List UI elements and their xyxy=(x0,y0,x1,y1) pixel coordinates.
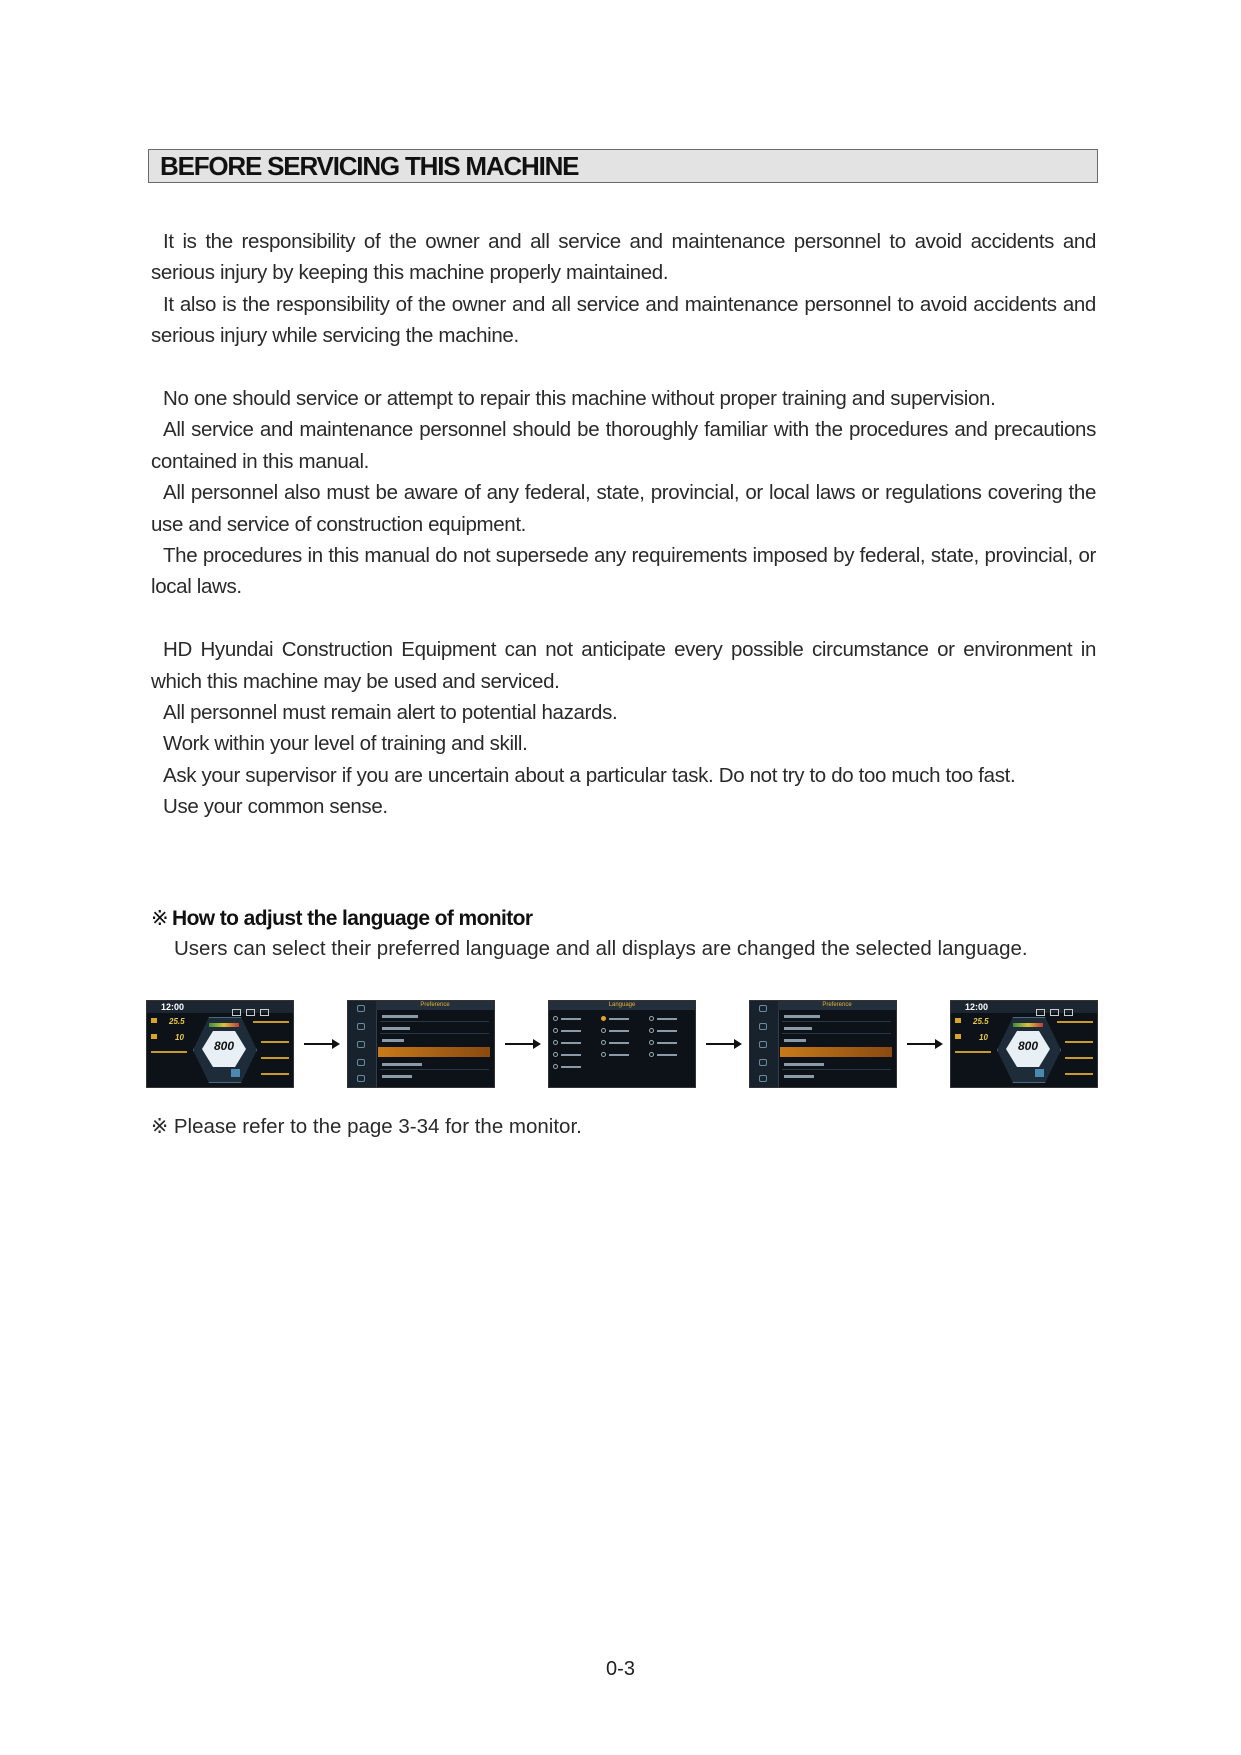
language-heading-text: How to adjust the language of monitor xyxy=(172,907,533,930)
info-label xyxy=(1065,1073,1093,1075)
language-option xyxy=(649,1040,689,1046)
language-option xyxy=(649,1052,689,1058)
paragraph: All personnel must remain alert to potential hazards. xyxy=(163,701,618,725)
info-label xyxy=(1057,1021,1093,1023)
monitor-screenshot-sequence xyxy=(146,1000,1098,1090)
paragraph: All personnel also must be aware of any federal, state, provincial, or local laws or regulations covering the use and service of construction equipment. xyxy=(151,481,1096,536)
menu-item xyxy=(382,1039,404,1042)
menu-sidebar xyxy=(750,1001,779,1087)
language-option xyxy=(601,1028,641,1034)
language-option xyxy=(649,1028,689,1034)
temperature-icon xyxy=(151,1034,157,1039)
menu-item xyxy=(382,1063,422,1066)
menu-item-selected xyxy=(780,1047,892,1057)
arrow-icon xyxy=(907,1043,941,1045)
monitor-screenshot-gauge xyxy=(950,1000,1098,1088)
page-number: 0-3 xyxy=(606,1658,635,1680)
monitor-screenshot-gauge xyxy=(146,1000,294,1088)
arrow-icon xyxy=(505,1043,539,1045)
paragraph: HD Hyundai Construction Equipment can not anticipate every possible circumstance or environment in which this machine may be used and serviced. xyxy=(151,638,1096,693)
rpm-value: 800 xyxy=(1017,1039,1039,1053)
paragraph: It is the responsibility of the owner and all service and maintenance personnel to avoid accidents and serious injury by keeping this machine properly maintained. xyxy=(151,230,1096,285)
gauge-value: 25.5 xyxy=(973,1017,989,1026)
status-icons xyxy=(227,1003,287,1011)
language-option xyxy=(553,1028,593,1034)
arrow-icon xyxy=(304,1043,338,1045)
menu-item xyxy=(784,1015,820,1018)
menu-item-selected xyxy=(378,1047,490,1057)
gauge-value: 25.5 xyxy=(169,1017,185,1026)
menu-item xyxy=(382,1015,418,1018)
info-label xyxy=(955,1051,991,1053)
menu-title: Preference xyxy=(778,1001,896,1010)
menu-title: Preference xyxy=(376,1001,494,1010)
reference-mark: ※ xyxy=(151,907,168,930)
info-label xyxy=(1065,1057,1093,1059)
info-label xyxy=(261,1057,289,1059)
language-section xyxy=(151,904,1096,964)
paragraph: Work within your level of training and skill. xyxy=(163,732,528,756)
gauge-value: 10 xyxy=(979,1033,988,1042)
gauge-arc xyxy=(1013,1023,1043,1027)
info-label xyxy=(151,1051,187,1053)
gauge-arc xyxy=(209,1023,239,1027)
language-option xyxy=(649,1016,689,1022)
language-option xyxy=(553,1052,593,1058)
arrow-icon xyxy=(706,1043,740,1045)
menu-item xyxy=(784,1039,806,1042)
language-option-selected xyxy=(601,1016,641,1022)
fuel-icon xyxy=(955,1018,961,1023)
body-text xyxy=(151,226,1096,823)
mode-icon xyxy=(1035,1069,1044,1077)
clock: 12:00 xyxy=(965,1002,989,1012)
paragraph-gap xyxy=(151,352,1096,383)
reference-note: ※ Please refer to the page 3-34 for the monitor. xyxy=(151,1115,582,1138)
section-title-box xyxy=(148,149,1098,183)
language-option xyxy=(553,1064,593,1070)
monitor-screenshot-preference xyxy=(749,1000,897,1088)
section-title: BEFORE SERVICING THIS MACHINE xyxy=(160,151,579,181)
menu-item xyxy=(382,1027,410,1030)
info-label xyxy=(1065,1041,1093,1043)
mode-icon xyxy=(231,1069,240,1077)
language-description: Users can select their preferred language and all displays are changed the selected language. xyxy=(174,937,1028,960)
paragraph-gap xyxy=(151,603,1096,634)
menu-sidebar xyxy=(348,1001,377,1087)
menu-item xyxy=(784,1063,824,1066)
gauge-value: 10 xyxy=(175,1033,184,1042)
paragraph: No one should service or attempt to repair this machine without proper training and supervision. xyxy=(163,387,996,411)
clock: 12:00 xyxy=(161,1002,185,1012)
paragraph: It also is the responsibility of the owner and all service and maintenance personnel to avoid accidents and serious injury while servicing the machine. xyxy=(151,292,1096,348)
fuel-icon xyxy=(151,1018,157,1023)
info-label xyxy=(261,1041,289,1043)
monitor-screenshot-language xyxy=(548,1000,696,1088)
language-option xyxy=(553,1040,593,1046)
status-icons xyxy=(1031,1003,1091,1011)
menu-item xyxy=(784,1075,814,1078)
menu-divider xyxy=(380,1033,489,1034)
menu-divider xyxy=(782,1021,891,1022)
paragraph: Ask your supervisor if you are uncertain about a particular task. Do not try to do too much too fast. xyxy=(163,763,1016,787)
info-label xyxy=(253,1021,289,1023)
info-label xyxy=(261,1073,289,1075)
paragraph: Use your common sense. xyxy=(163,795,388,819)
language-option xyxy=(601,1040,641,1046)
paragraph: The procedures in this manual do not supersede any requirements imposed by federal, state, provincial, or local laws. xyxy=(151,544,1096,599)
language-option xyxy=(601,1052,641,1058)
language-heading xyxy=(151,904,1096,934)
language-screen-title: Language xyxy=(549,1001,695,1010)
paragraph: All service and maintenance personnel should be thoroughly familiar with the procedures and precautions contained in this manual. xyxy=(151,418,1096,473)
menu-divider xyxy=(782,1033,891,1034)
monitor-screenshot-preference xyxy=(347,1000,495,1088)
rpm-value: 800 xyxy=(213,1039,235,1053)
menu-divider xyxy=(782,1069,891,1070)
menu-divider xyxy=(380,1021,489,1022)
temperature-icon xyxy=(955,1034,961,1039)
menu-divider xyxy=(380,1069,489,1070)
menu-item xyxy=(382,1075,412,1078)
language-option xyxy=(553,1016,593,1022)
menu-item xyxy=(784,1027,812,1030)
